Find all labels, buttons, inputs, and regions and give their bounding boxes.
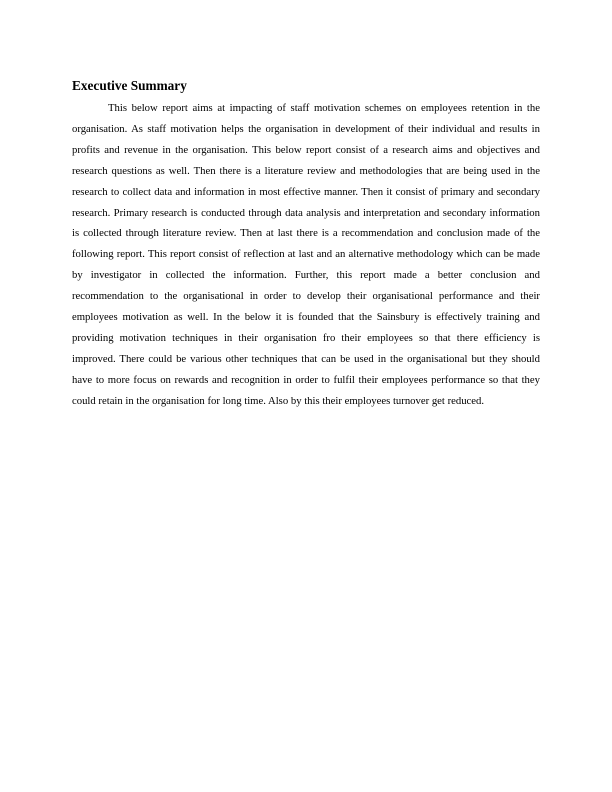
- summary-paragraph: This below report aims at impacting of staff motivation schemes on employees retention in the organisation. As staff motivation helps the organisation in development of their individual and results in profits and revenue in the organisation. This below report consist of a research aims and objectives and research questions as well. Then there is a literature review and methodologies that are being used in the research to collect data and information in most effective manner. Then it consist of primary and secondary research. Primary research is conducted through data analysis and interpretation and secondary information is collected through literature review. Then at last there is a recommendation and conclusion made of the following report. This report consist of reflection at last and an alternative methodology which can be made by investigator in collected the information. Further, this report made a better conclusion and recommendation to the organisational in order to develop their organisational performance and their employees motivation as well. In the below it is founded that the Sainsbury is effectively training and providing motivation techniques in their organisation fro their employees so that there efficiency is improved. There could be various other techniques that can be used in the organisational but they should have to more focus on rewards and recognition in order to fulfil their employees performance so that they could retain in the organisation for long time. Also by this their employees turnover get reduced.: [72, 102, 540, 407]
- document-body: [72, 76, 540, 412]
- section-heading: Executive Summary: [72, 78, 187, 93]
